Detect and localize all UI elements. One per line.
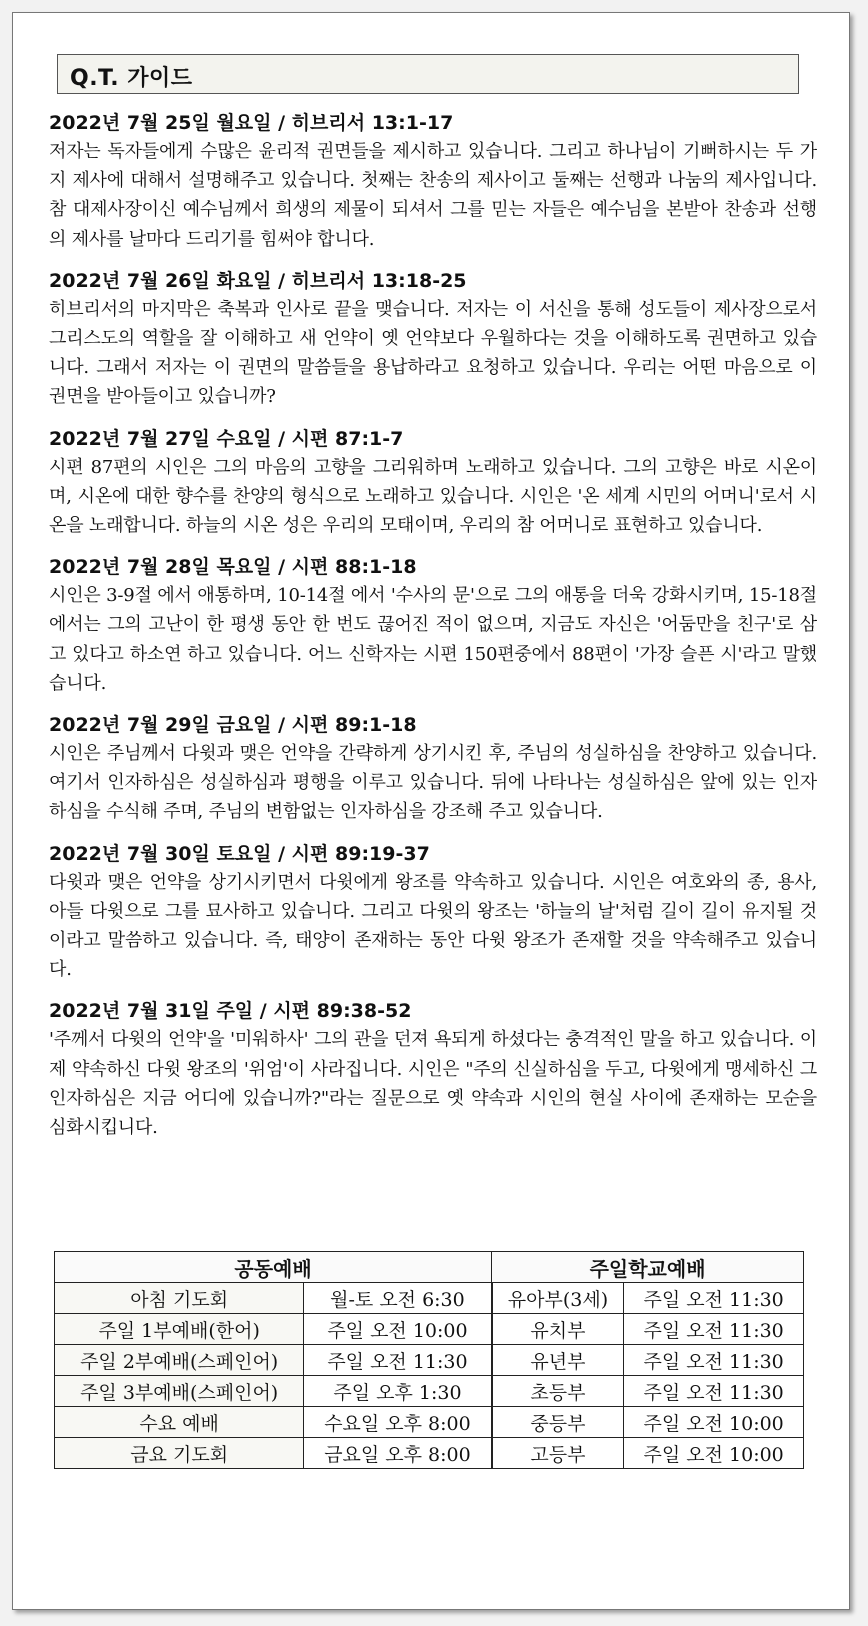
service-time: 주일 오전 11:30	[304, 1345, 492, 1376]
entry-heading: 2022년 7월 26일 화요일 / 히브리서 13:18-25	[49, 269, 467, 292]
entry-body: 시인은 3-9절 에서 애통하며, 10-14절 에서 '수사의 문'으로 그의 애통을 더욱 강화시키며, 15-18절 에서는 그의 고난이 한 평생 동안 한 번도 끊어진 적이 없으며, 지금도 자신은 '어둠만을 친구'로 삼고 있다고 하소연 하고 있습니다. 어느 신학자는 시편 150편중에서 88편이 '가장 슬픈 시'라고 말했습니다.	[49, 585, 817, 694]
table-row	[55, 1438, 804, 1469]
table-row	[55, 1314, 804, 1345]
entry-heading: 2022년 7월 28일 목요일 / 시편 88:1-18	[49, 556, 417, 579]
entry-heading: 2022년 7월 27일 수요일 / 시편 87:1-7	[49, 427, 404, 450]
table-header-sunday-school: 주일학교예배	[492, 1252, 804, 1283]
department-name: 초등부	[492, 1376, 624, 1407]
table-row	[55, 1376, 804, 1407]
table-row	[55, 1345, 804, 1376]
qt-entry	[49, 267, 817, 412]
department-time: 주일 오전 10:00	[624, 1407, 804, 1438]
service-time: 금요일 오후 8:00	[304, 1438, 492, 1469]
table-row	[55, 1407, 804, 1438]
qt-entry	[49, 425, 817, 541]
service-name: 아침 기도회	[55, 1283, 304, 1314]
service-name: 수요 예배	[55, 1407, 304, 1438]
department-time: 주일 오전 11:30	[624, 1376, 804, 1407]
entry-body: 시인은 주님께서 다윗과 맺은 언약을 간략하게 상기시킨 후, 주님의 성실하심을 찬양하고 있습니다. 여기서 인자하심은 성실하심과 평행을 이루고 있습니다. 뒤에 나타나는 성실하심은 앞에 있는 인자하심을 수식해 주며, 주님의 변함없는 인자하심을 강조해 주고 있습니다.	[49, 743, 817, 823]
department-name: 유아부(3세)	[492, 1283, 624, 1314]
page-title: Q.T. 가이드	[70, 66, 193, 91]
entry-heading: 2022년 7월 31일 주일 / 시편 89:38-52	[49, 1000, 412, 1023]
entry-body: 저자는 독자들에게 수많은 윤리적 권면들을 제시하고 있습니다. 그리고 하나님이 기뻐하시는 두 가지 제사에 대해서 설명해주고 있습니다. 첫째는 찬송의 제사이고 둘째는 선행과 나눔의 제사입니다. 참 대제사장이신 예수님께서 희생의 제물이 되셔서 그를 믿는 자들은 예수님을 본받아 찬송과 선행의 제사를 날마다 드리기를 힘써야 합니다.	[49, 141, 817, 250]
entry-heading: 2022년 7월 25일 월요일 / 히브리서 13:1-17	[49, 112, 454, 134]
service-name: 주일 2부예배(스페인어)	[55, 1345, 304, 1376]
department-time: 주일 오전 11:30	[624, 1314, 804, 1345]
department-name: 중등부	[492, 1407, 624, 1438]
entry-body: '주께서 다윗의 언약'을 '미워하사' 그의 관을 던져 욕되게 하셨다는 충격적인 말을 하고 있습니다. 이제 약속하신 다윗 왕조의 '위엄'이 사라집니다. 시인은 "주의 신실하심을 두고, 다윗에게 맹세하신 그 인자하심은 지금 어디에 있습니까?"라는 질문으로 옛 약속과 시인의 현실 사이에 존재하는 모순을 심화시킵니다.	[49, 1029, 817, 1139]
department-name: 유년부	[492, 1345, 624, 1376]
qt-entry	[49, 711, 817, 827]
qt-entries	[49, 109, 817, 1155]
service-name: 금요 기도회	[55, 1438, 304, 1469]
table-row	[55, 1283, 804, 1314]
department-name: 유치부	[492, 1314, 624, 1345]
service-time: 수요일 오후 8:00	[304, 1407, 492, 1438]
department-time: 주일 오전 11:30	[624, 1283, 804, 1314]
service-name: 주일 1부예배(한어)	[55, 1314, 304, 1345]
service-time: 월-토 오전 6:30	[304, 1283, 492, 1314]
bulletin-page	[12, 12, 850, 1610]
department-time: 주일 오전 11:30	[624, 1345, 804, 1376]
entry-body: 시편 87편의 시인은 그의 마음의 고향을 그리워하며 노래하고 있습니다. 그의 고향은 바로 시온이며, 시온에 대한 향수를 찬양의 형식으로 노래하고 있습니다. 시인은 '온 세계 시민의 어머니'로서 시온을 노래합니다. 하늘의 시온 성은 우리의 모태이며, 우리의 참 어머니로 표현하고 있습니다.	[49, 456, 817, 537]
qt-entry	[49, 109, 817, 254]
table-header-row	[55, 1252, 804, 1283]
department-time: 주일 오전 10:00	[624, 1438, 804, 1469]
qt-entry	[49, 997, 817, 1142]
service-name: 주일 3부예배(스페인어)	[55, 1376, 304, 1407]
table-header-common-worship: 공동예배	[55, 1252, 492, 1283]
qt-entry	[49, 840, 817, 985]
entry-body: 다윗과 맺은 언약을 상기시키면서 다윗에게 왕조를 약속하고 있습니다. 시인은 여호와의 종, 용사, 아들 다윗으로 그를 묘사하고 있습니다. 그리고 다윗의 왕조는 '하늘의 날'처럼 길이 길이 유지될 것이라고 말씀하고 있습니다. 즉, 태양이 존재하는 동안 다윗 왕조가 존재할 것을 약속해주고 있습니다.	[49, 871, 817, 981]
service-time: 주일 오전 10:00	[304, 1314, 492, 1345]
entry-heading: 2022년 7월 30일 토요일 / 시편 89:19-37	[49, 842, 430, 865]
entry-body: 히브리서의 마지막은 축복과 인사로 끝을 맺습니다. 저자는 이 서신을 통해 성도들이 제사장으로서 그리스도의 역할을 잘 이해하고 새 언약이 옛 언약보다 우월하다는 것을 이해하도록 권면하고 있습니다. 그래서 저자는 이 권면의 말씀들을 용납하라고 요청하고 있습니다. 우리는 어떤 마음으로 이 권면을 받아들이고 있습니까?	[49, 298, 817, 408]
worship-schedule-table	[54, 1251, 804, 1469]
department-name: 고등부	[492, 1438, 624, 1469]
entry-heading: 2022년 7월 29일 금요일 / 시편 89:1-18	[49, 714, 417, 737]
qt-entry	[49, 553, 817, 698]
service-time: 주일 오후 1:30	[304, 1376, 492, 1407]
qt-guide-title-box	[57, 54, 799, 94]
